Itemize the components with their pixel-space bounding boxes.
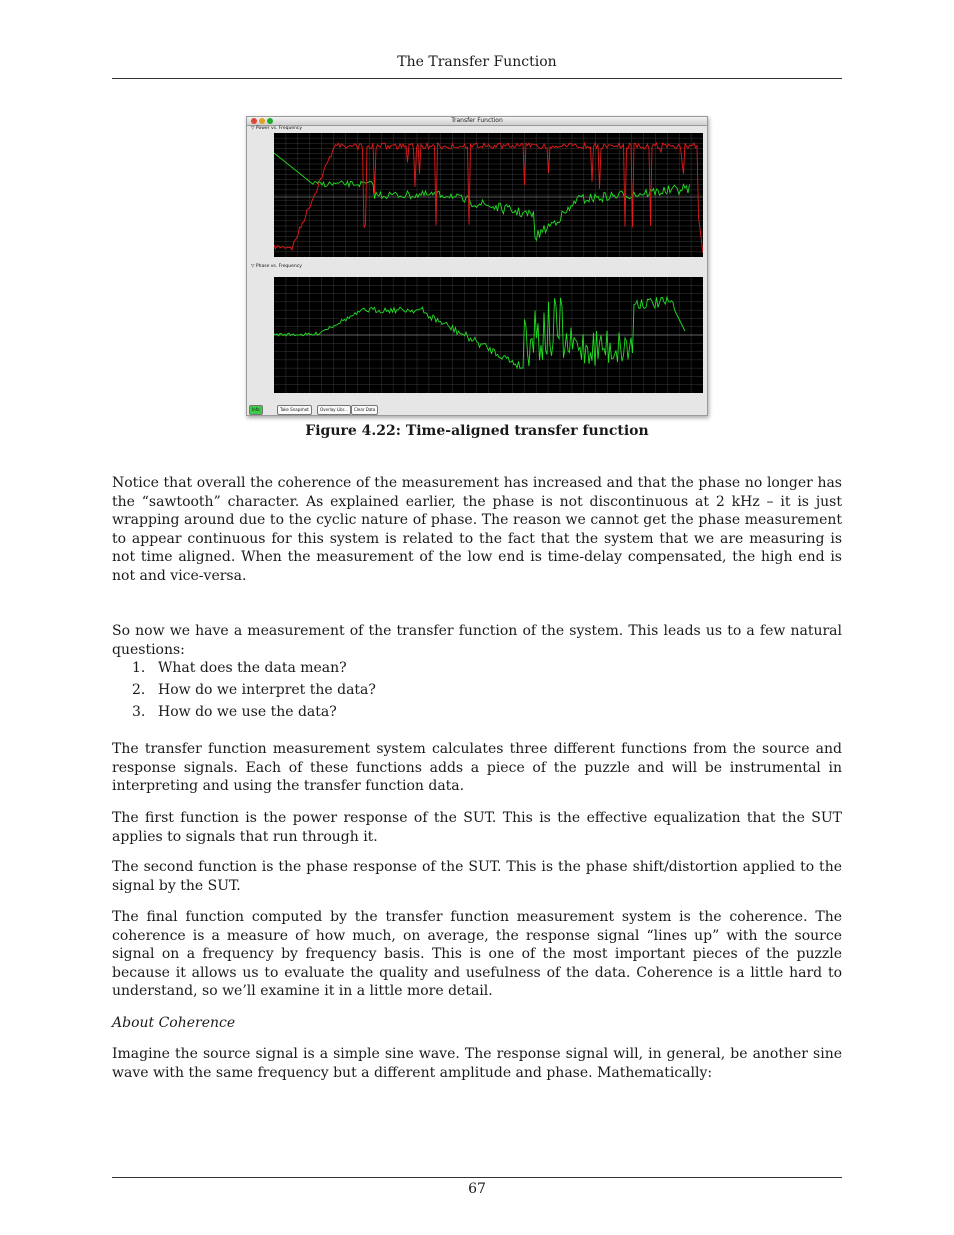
phase-plot [274, 277, 703, 393]
running-header: The Transfer Function [397, 54, 557, 70]
list-item: 2. How do we interpret the data? [132, 682, 376, 698]
take-snapshot-button[interactable]: Take Snapshot [277, 405, 312, 415]
clear-data-button[interactable]: Clear Data [351, 405, 378, 415]
page-number: 67 [468, 1181, 486, 1197]
magnitude-coherence-plot [274, 133, 703, 257]
info-button[interactable]: Info [249, 405, 263, 415]
window-title: Transfer Function [451, 117, 503, 124]
overlay-library-button[interactable]: Overlay Libr... [317, 405, 351, 415]
paragraph-5: The second function is the phase response of the SUT. This is the phase shift/distortion applied to the signal by the SUT. [112, 859, 842, 894]
paragraph-7: Imagine the source signal is a simple sine wave. The response signal will, in general, be another sine wave with the same frequency but a different amplitude and phase. Mathematically: [112, 1046, 842, 1081]
window-titlebar [247, 117, 707, 126]
transfer-function-window [246, 116, 708, 416]
window-toolbar [249, 405, 449, 414]
subheading-about-coherence: About Coherence [112, 1015, 236, 1031]
list-item: 3. How do we use the data? [132, 704, 337, 720]
phase-panel-label: ▽ Phase vs. Frequency [251, 264, 302, 269]
list-item: 1. What does the data mean? [132, 660, 347, 676]
paragraph-1: Notice that overall the coherence of the measurement has increased and that the phase no longer has the “sawtooth” character. As explained earlier, the phase is not discontinuous at 2 kHz – it is just wrapping around due to the cyclic nature of phase. The reason we cannot get the phase measurement to appear continuous for this system is related to the fact that the system that we are measuring is not time aligned. When the measurement of the low end is time-delay compensated, the high end is not and vice-versa. [112, 475, 842, 584]
paragraph-2: So now we have a measurement of the transfer function of the system. This leads us to a few natural questions: [112, 623, 842, 658]
footer-rule [112, 1177, 842, 1178]
paragraph-3: The transfer function measurement system calculates three different functions from the source and response signals. Each of these functions adds a piece of the puzzle and will be instrumental in interpreting and using the transfer function data. [112, 741, 842, 795]
paragraph-4: The first function is the power response of the SUT. This is the effective equalization that the SUT applies to signals that run through it. [112, 810, 842, 845]
magnitude-panel-label: ▽ Power vs. Frequency [251, 126, 303, 131]
header-rule [112, 78, 842, 79]
paragraph-6: The final function computed by the transfer function measurement system is the coherence. The coherence is a measure of how much, on average, the response signal “lines up” with the source signal on a frequency by frequency basis. This is one of the most important pieces of the puzzle because it allows us to evaluate the quality and usefulness of the data. Coherence is a little hard to understand, so we’ll examine it in a little more detail. [112, 909, 842, 1000]
figure-caption: Figure 4.22: Time-aligned transfer function [305, 423, 649, 439]
